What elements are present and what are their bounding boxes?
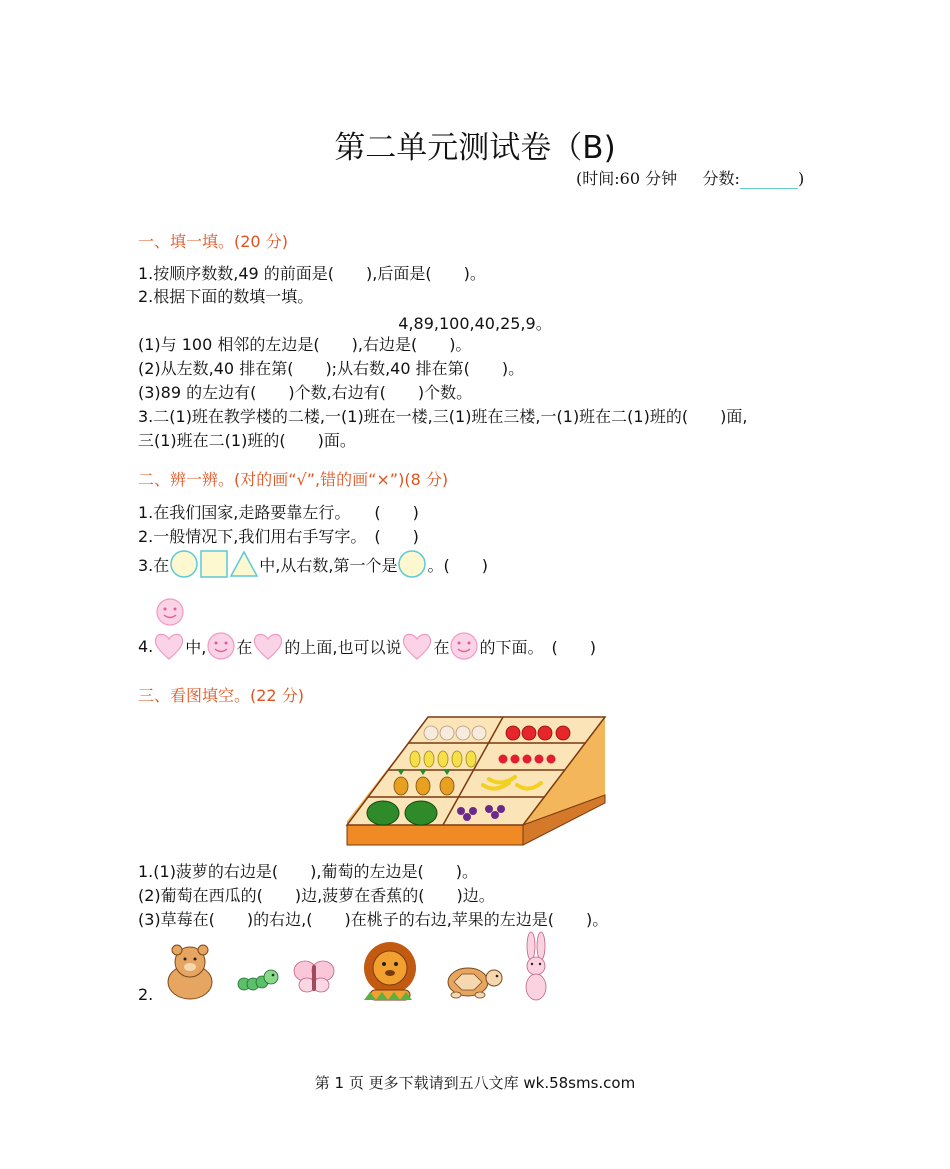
rabbit-image [520, 930, 552, 1002]
lion-image [358, 938, 422, 1002]
s1-line-4: (2)从左数,40 排在第( );从右数,40 排在第( )。 [138, 359, 525, 378]
heart-icon [252, 631, 284, 661]
square-icon [199, 549, 229, 579]
section-3-heading: 三、看图填空。(22 分) [138, 686, 304, 705]
s3-line-3: (3)草莓在( )的右边,( )在桃子的右边,苹果的左边是( )。 [138, 910, 609, 929]
heart-icon [401, 631, 433, 661]
s3-line-2: (2)葡萄在西瓜的( )边,菠萝在香蕉的( )边。 [138, 886, 495, 905]
bear-image [160, 942, 220, 1002]
score-label: 分数: [702, 169, 740, 188]
s2-line-4-part-c: 在 [236, 637, 253, 657]
s2-line-2: 2.一般情况下,我们用右手写字。 ( ) [138, 527, 419, 546]
s2-line-3 [138, 548, 488, 580]
number-list: 4,89,100,40,25,9。 [398, 314, 552, 333]
page-title: 第二单元测试卷（B) [334, 130, 616, 166]
s1-line-5: (3)89 的左边有( )个数,右边有( )个数。 [138, 383, 473, 402]
s1-line-6: 3.二(1)班在教学楼的二楼,一(1)班在一楼,三(1)班在三楼,一(1)班在二(1)班的( )面, [138, 407, 748, 426]
s1-line-1: 1.按顺序数数,49 的前面是( ),后面是( )。 [138, 264, 486, 283]
butterfly-image [290, 955, 338, 997]
s3-line-1: 1.(1)菠萝的右边是( ),葡萄的左边是( )。 [138, 862, 478, 881]
time-score-line [576, 166, 804, 189]
s2-line-1: 1.在我们国家,走路要靠左行。 ( ) [138, 503, 419, 522]
section-2-heading: 二、辨一辨。(对的画“√”,错的画“×”)(8 分) [138, 470, 449, 489]
s2-line-4 [138, 626, 596, 666]
s2-line-4-part-e: 在 [433, 637, 450, 657]
s2-line-4-part-b: 中, [185, 637, 207, 657]
heart-icon [153, 631, 185, 661]
s2-line-4-part-f: 的下面。 ( ) [479, 637, 596, 657]
s1-line-2: 2.根据下面的数填一填。 [138, 287, 314, 306]
meta-close: ) [797, 169, 805, 188]
smiley-icon [155, 597, 185, 627]
s1-line-3: (1)与 100 相邻的左边是( ),右边是( )。 [138, 335, 472, 354]
s2-line-3-part-c: 。( ) [427, 555, 488, 575]
page-footer: 第 1 页 更多下载请到五八文库 wk.58sms.com [314, 1074, 636, 1092]
s2-line-4-part-d: 的上面,也可以说 [284, 637, 402, 657]
s2-line-3-part-b: 中,从右数,第一个是 [259, 555, 398, 575]
s2-line-4-part-a: 4. [138, 636, 154, 656]
score-blank[interactable] [740, 172, 798, 189]
fruit-shelf-image [343, 713, 608, 849]
s3-line-4: 2. [138, 985, 154, 1004]
circle-icon [397, 549, 427, 579]
smiley-icon [449, 631, 479, 661]
smiley-icon [206, 631, 236, 661]
time-label: (时间:60 分钟 [576, 169, 678, 188]
triangle-icon [229, 549, 259, 579]
section-1-heading: 一、填一填。(20 分) [138, 232, 288, 251]
circle-icon [169, 549, 199, 579]
s2-line-3-part-a: 3.在 [138, 555, 170, 575]
turtle-image [440, 960, 504, 1000]
caterpillar-image [236, 962, 280, 996]
s1-line-7: 三(1)班在二(1)班的( )面。 [138, 431, 356, 450]
